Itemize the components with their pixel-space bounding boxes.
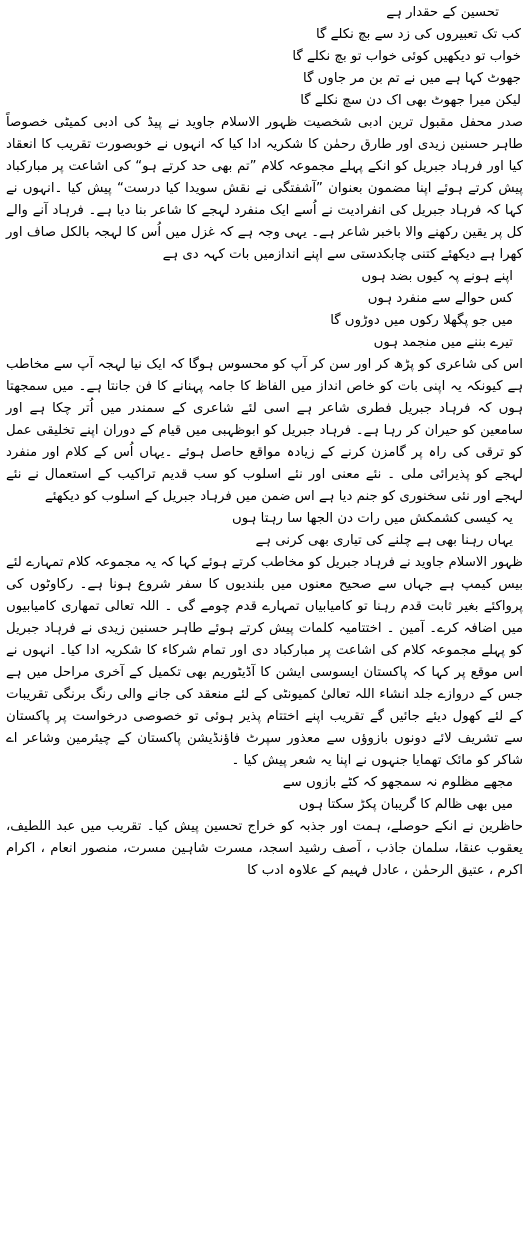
verse-line: اپنے ہونے پہ کیوں بضد ہوں	[361, 269, 513, 284]
verse-line: خواب تو دیکھیں کوئی خواب تو بچ نکلے گا	[292, 49, 521, 64]
verse-line: کب تک تعبیروں کی زد سے بچ نکلے گا	[315, 27, 521, 42]
paragraph-3: ظہور الاسلام جاوید نے فرہاد جبریل کو مخاطب کرتے ہوئے کہا کہ یہ مجموعہ کلام تمہارے لئے بیس کیمپ ہے جہاں سے صحیح معنوں میں بلندیوں کا سفر شروع ہونا ہے۔ رکاوٹوں کی پرواکئے بغیر ثابت قدم رہنا تو کامیابیاں تمہارے قدم چومے گی ۔ اللہ تعالی تمھاری کامیابیوں میں اضافہ کرے۔ آمین ۔ اختتامیہ کلمات پیش کرتے ہوئے طاہر حسنین زیدی نے فرہاد جبریل کو پہلے مجموعہ کلام کی اشاعت پر مبارکباد دی اور تمام شرکاء کا شکریہ ادا کیا۔ انہوں نے اس موقع پر کہا کہ پاکستان ایسوسی ایشن کا آڈیٹوریم بھی تکمیل کے آخری مراحل میں ہے جس کے دروازے جلد انشاء اللہ تعالیٰ کمیونٹی کے لئے منعقد کی جانے والی رنگ برنگی تقریبات کے لئے کھول دیئے جائیں گے تقریب اپنے اختتام پذیر ہوئی تو خصوصی درخواست پر پاکستان سے تشریف لائے دونوں بازوؤں سے معذور سپرٹ فاؤنڈیشن پاکستان کے چیئرمین وشاعر اے شاکر کو مائک تھمایا جنہوں نے اپنا یہ شعر پیش کیا ۔	[5, 555, 523, 768]
verse-line: یہ کیسی کشمکش میں رات دن الجھا سا رہتا ہوں	[232, 511, 513, 526]
paragraph-2: اس کی شاعری کو پڑھ کر اور سن کر آپ کو محسوس ہوگا کہ ایک نیا لہجہ آپ سے مخاطب ہے کیونکہ یہ اپنی بات کو خاص انداز میں الفاظ کا جامہ پہنانے کا فن جانتا ہے۔ میں سمجھتا ہوں کہ فرہاد جبریل فطری شاعر ہے اسی لئے شاعری کے سمندر میں اُتر چکا ہے اور سامعین کو حیران کر رہا ہے۔ فرہاد جبریل کو ابوظہبی میں قیام کے دوران اپنے تخلیقی عمل کو ترقی کی راہ پر گامزن کرنے کے زیادہ مواقع حاصل ہوئے ۔یہاں اُس کے کلام اور منفرد لہجے کو پذیرائی ملی ۔ نئے معنی اور نئے اسلوب کو سب قدیم تراکیب کے استعمال نے نئے لہجے اور نئی سخنوری کو جنم دیا ہے اس ضمن میں فرہاد جبریل کے اسلوب کو دیکھئے	[6, 357, 523, 504]
verse-line: تیرے بننے میں منجمد ہوں	[373, 335, 513, 350]
verse-line: کس حوالے سے منفرد ہوں	[367, 291, 513, 306]
article-page	[6, 2, 523, 1256]
verse-line: یہاں رہنا بھی ہے چلنے کی تیاری بھی کرنی ہے	[255, 533, 513, 548]
verse-line: جھوٹ کہا ہے میں نے تم بن مر جاوں گا	[303, 71, 521, 86]
verse-block-4	[6, 772, 523, 816]
verse-line: میں جو پگھلا رکوں میں دوڑوں گا	[330, 313, 513, 328]
section-heading: تحسین کے حقدار ہے	[386, 5, 499, 20]
verse-line: مجھے مظلوم نہ سمجھو کہ کٹے بازوں سے	[282, 775, 513, 790]
verse-block-1	[6, 24, 523, 112]
paragraph-1: صدر محفل مقبول ترین ادبی شخصیت ظہور الاسلام جاوید نے پیڈ کی ادبی کمیٹی خصوصاً طاہر حسنین زیدی اور طارق رحمٰن کا شکریہ ادا کیا کہ انہوں نے خوبصورت تقریب کا انعقاد کیا اور فرہاد جبریل کو انکے پہلے مجموعہ کلام ”تم بھی حد کرتے ہو“ کی اشاعت پر مبارکباد پیش کرتے ہوئے اپنا مضمون بعنوان ”آشفتگی نے نقش سویدا کیا درست“ پیش کیا ۔انہوں نے کہا کہ فرہاد جبریل کی انفرادیت نے اُسے ایک منفرد لہجے کا شاعر بنا دیا ہے۔ فرہاد آنے والے کل پر یقین رکھنے والا باخبر شاعر ہے۔ یہی وجہ ہے کہ غزل میں اُس کا لہجہ بالکل صاف اور کھرا ہے دیکھئے کتنی چابکدستی سے اپنے اندازمیں بات کہہ دی ہے	[6, 115, 523, 262]
verse-line: لیکن میرا جھوٹ بھی اک دن سچ نکلے گا	[300, 93, 521, 108]
verse-line: میں بھی ظالم کا گریبان پکڑ سکتا ہوں	[298, 797, 513, 812]
paragraph-4: حاظرین نے انکے حوصلے، ہمت اور جذبہ کو خراج تحسین پیش کیا۔ تقریب میں عبد اللطیف، یعقوب عنقا، سلمان جاذب ، آصف رشید اسجد، مسرت شاہین مسرت، منصور انعام ، اکرام اکرم ، عتیق الرحمٰن ، عادل فہیم کے علاوہ ادب کا	[6, 819, 523, 878]
verse-block-3	[6, 508, 523, 552]
verse-block-2	[6, 266, 523, 354]
